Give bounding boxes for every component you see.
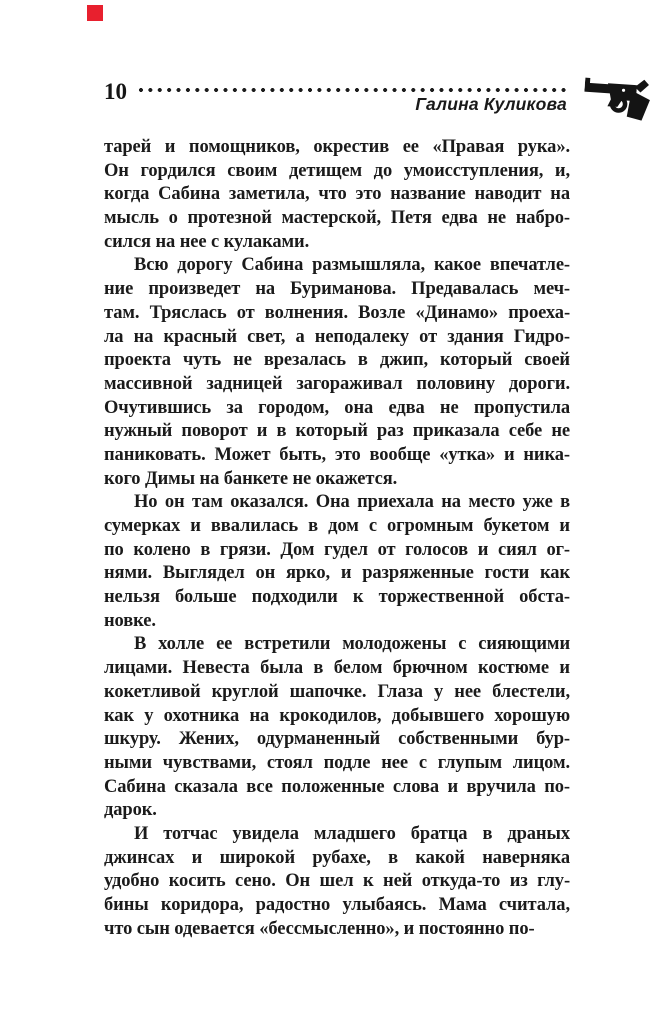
text-line: Он гордился своим детищем до умоисступления, и, — [104, 160, 570, 181]
text-line: как у охотника на крокодилов, добывшего хорошую — [104, 705, 570, 726]
text-line: нями. Выглядел он ярко, и разряженные гости как — [104, 563, 570, 584]
page-number: 10 — [104, 79, 127, 104]
text-line: проекта чуть не врезалась в джип, который своей — [104, 350, 570, 371]
text-line: удобно косить сено. Он шел к ней откуда-то из глу- — [104, 871, 570, 892]
text-line: Всю дорогу Сабина размышляла, какое впечатле- — [134, 255, 570, 276]
running-header-author: Галина Куликова — [415, 94, 567, 114]
text-line: Но он там оказался. Она приехала на место уже в — [134, 492, 570, 513]
text-line: джинсах и широкой рубахе, в какой наверняка — [104, 847, 570, 868]
paragraph — [104, 633, 570, 823]
text-line: кокетливой круглой шапочке. Глаза у нее блестели, — [104, 681, 570, 702]
text-line: паниковать. Может быть, это вообще «утка» и ника- — [104, 444, 570, 465]
paragraph — [104, 491, 570, 633]
text-line: новке. — [104, 610, 156, 631]
text-line: В холле ее встретили молодожены с сияющими — [134, 634, 570, 655]
text-line: лицами. Невеста была в белом брючном костюме и — [104, 658, 570, 679]
text-line: когда Сабина заметила, что это название наводит на — [104, 184, 570, 205]
text-line: мысль о протезной мастерской, Петя едва не набро- — [104, 208, 570, 229]
text-line: кого Димы на банкете не окажется. — [104, 468, 398, 489]
text-block — [104, 136, 570, 941]
text-line: там. Тряслась от волнения. Возле «Динамо» проеха- — [104, 302, 570, 323]
text-line: дарок. — [104, 800, 157, 821]
text-line: тарей и помощников, окрестив ее «Правая рука». — [104, 137, 570, 157]
text-line: шкуру. Жених, одурманенный собственными бур- — [104, 729, 570, 750]
text-line: И тотчас увидела младшего братца в драных — [134, 823, 570, 844]
text-line: сился на нее с кулаками. — [104, 231, 310, 252]
text-line: ла на красный свет, а неподалеку от здания Гидро- — [104, 326, 570, 347]
revolver-icon — [582, 73, 655, 124]
text-line: ние произведет на Буриманова. Предавалась меч- — [104, 279, 570, 300]
paragraph — [104, 254, 570, 491]
paragraph — [104, 823, 570, 941]
text-line: нужный поворот и в который раз приказала себе не — [104, 421, 570, 442]
text-line: массивной задницей загораживал половину дороги. — [104, 373, 570, 394]
text-line: что сын одевается «бессмысленно», и постоянно по- — [104, 918, 535, 939]
text-line: бины коридора, радостно улыбаясь. Мама считала, — [104, 895, 570, 915]
text-line: по колено в грязи. Дом гудел от голосов и сиял ог- — [104, 539, 570, 560]
text-line: Очутившись за городом, она едва не пропустила — [104, 397, 570, 418]
corner-marker — [87, 5, 103, 21]
paragraph — [104, 136, 570, 254]
dotted-rule-ornament — [138, 87, 568, 93]
text-line: Сабина сказала все положенные слова и вручила по- — [104, 776, 570, 797]
text-line: сумерках и ввалилась в дом с огромным букетом и — [104, 516, 570, 536]
text-line: нельзя больше подходили к торжественной обста- — [104, 587, 570, 608]
text-line: ными чувствами, стоял подле нее с глупым лицом. — [104, 752, 570, 773]
